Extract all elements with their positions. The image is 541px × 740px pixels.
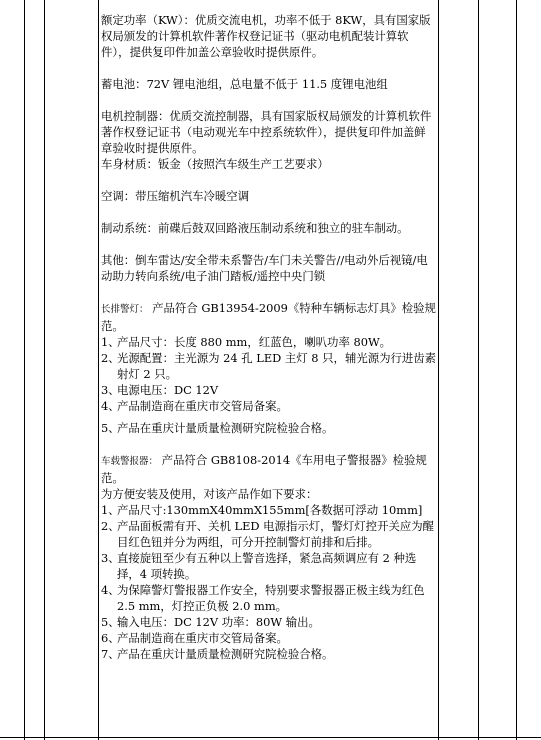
- controller-spec: 电机控制器：优质交流控制器，具有国家版权局颁发的计算机软件著作权登记证书（电动观光车中控系统软件），提供复印件加盖鲜章验收时提供原件。: [101, 109, 432, 155]
- row-divider: [0, 737, 541, 738]
- body-material-spec: 车身材质：钣金（按照汽车级生产工艺要求）: [101, 157, 329, 171]
- alarm-intro: 为方便安装及使用，对该产品作如下要求：: [101, 487, 318, 501]
- spec-cell: [101, 12, 437, 662]
- light-bar-standard-text: 产品符合 GB13954-2009《特种车辆标志灯具》检验规范。: [101, 301, 436, 333]
- column-divider: [478, 0, 479, 740]
- list-item: 2、 产品面板需有开、关机 LED 电源指示灯，警灯灯控开关应为醒目红色钮并分为两组，可分开控制警灯前排和后排。: [101, 519, 435, 549]
- column-divider: [438, 0, 439, 740]
- column-divider: [24, 0, 25, 740]
- light-bar-standard: [101, 300, 437, 334]
- list-item: 7、 产品在重庆计量质量检测研究院检验合格。: [101, 647, 334, 661]
- alarm-standard-text: 产品符合 GB8108-2014《车用电子警报器》检验规范。: [101, 453, 427, 485]
- list-item: 5、 产品在重庆计量质量检测研究院检验合格。: [101, 421, 334, 435]
- alarm-standard: [101, 452, 437, 486]
- list-item: 5、 输入电压：DC 12V 功率：80W 输出。: [101, 615, 320, 629]
- light-bar-list: [101, 334, 437, 436]
- battery-spec: 蓄电池：72V 锂电池组，总电量不低于 11.5 度锂电池组: [101, 77, 388, 91]
- list-item: 1、 产品尺寸：长度 880 mm，红蓝色，喇叭功率 80W。: [101, 335, 392, 349]
- column-divider: [98, 0, 99, 740]
- column-divider: [516, 0, 517, 740]
- ac-spec: 空调：带压缩机汽车冷暖空调: [101, 189, 250, 203]
- brake-spec: 制动系统：前碟后鼓双回路液压制动系统和独立的驻车制动。: [101, 221, 409, 235]
- list-item: 4、 为保障警灯警报器工作安全，特别要求警报器正极主线为红色 2.5 mm，灯控正负极 2.0 mm。: [101, 583, 425, 613]
- light-bar-label: 长排警灯：: [101, 304, 149, 315]
- power-spec: 额定功率（KW）：优质交流电机，功率不低于 8KW，具有国家版权局颁发的计算机软件著作权登记证书（驱动电机配装计算软件），提供复印件加盖公章验收时提供原件。: [101, 13, 431, 59]
- list-item: 6、 产品制造商在重庆市交管局备案。: [101, 631, 288, 645]
- other-spec: 其他：倒车雷达/安全带未系警告/车门未关警告//电动外后视镜/电动助力转向系统/电子油门踏板/遥控中央门锁: [101, 253, 428, 283]
- list-item: 3、 电源电压：DC 12V: [101, 383, 219, 397]
- list-item: 1、 产品尺寸:130mmX40mmX155mm[各数据可浮动 10mm]: [101, 503, 423, 517]
- list-item: 3、 直接旋钮至少有五种以上警音选择，紧急高频调应有 2 种选择，4 项转换。: [101, 551, 417, 581]
- alarm-label: 车载警报器：: [101, 456, 159, 467]
- column-divider: [44, 0, 45, 740]
- list-item: 4、 产品制造商在重庆市交管局备案。: [101, 399, 288, 413]
- list-item: 2、 光源配置：主光源为 24 孔 LED 主灯 8 只，辅光源为行进齿素射灯 2 只。: [101, 351, 437, 381]
- alarm-list: [101, 502, 437, 662]
